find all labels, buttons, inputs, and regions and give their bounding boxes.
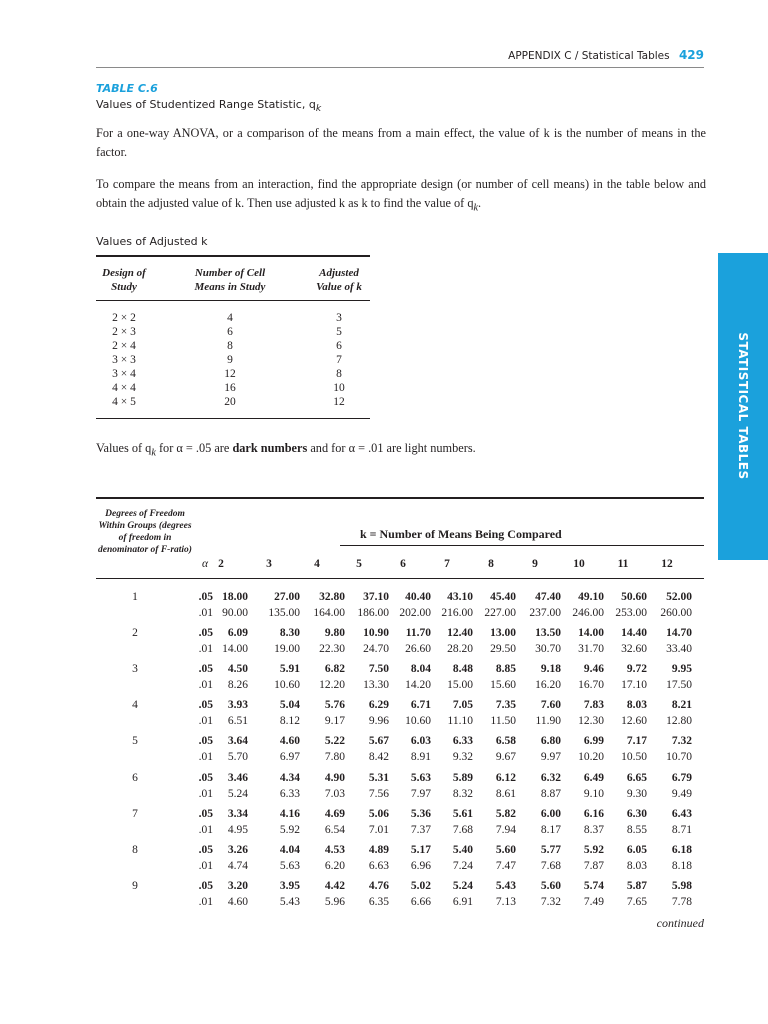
q-value-01: 8.91 [410,751,431,764]
q-value-05: 4.90 [324,771,345,784]
q-value-01: 29.50 [490,643,516,656]
adjusted-table-bottom-rule [96,418,370,419]
alpha-level: .05 [198,771,213,784]
q-value-05: 52.00 [666,591,692,603]
q-value-05: 4.50 [227,663,248,676]
q-value-01: 14.00 [222,643,248,656]
q-value-01: 30.70 [535,643,561,656]
k-value-header: 7 [444,558,450,570]
alpha-note-mid: for α = .05 are [155,441,233,455]
q-value-01: 7.65 [626,895,647,908]
q-value-05: 6.71 [410,699,431,712]
adjusted-cell-design: 2 × 4 [112,340,136,352]
df-column-header: Degrees of Freedom Within Groups (degrees of freedom in denominator of F-ratio) [98,509,192,555]
q-value-01: 7.13 [495,895,516,908]
q-value-05: 3.46 [227,771,248,784]
q-value-05: 7.35 [495,699,516,712]
q-value-01: 9.17 [324,715,345,728]
adjusted-cell-cell-means: 8 [227,340,233,352]
q-value-05: 8.03 [626,699,647,712]
q-value-01: 10.70 [666,751,692,764]
adjusted-cell-design: 3 × 4 [112,368,136,380]
q-value-05: 3.26 [227,843,248,856]
q-value-01: 7.32 [540,895,561,908]
q-value-01: 10.20 [578,751,604,764]
q-value-05: 6.12 [495,771,516,784]
q-value-05: 4.04 [279,843,300,856]
alpha-level: .01 [198,607,213,619]
alpha-level: .01 [198,751,213,764]
adjusted-cell-cell-means: 6 [227,326,233,338]
alpha-level: .05 [198,843,213,856]
q-value-05: 4.76 [368,879,389,892]
adjusted-cell-cell-means: 16 [224,382,236,394]
adjusted-cell-cell-means: 20 [224,396,236,408]
table-label: TABLE C.6 [96,82,158,95]
q-value-01: 6.35 [368,895,389,908]
adjusted-cell-design: 4 × 5 [112,396,136,408]
q-value-05: 7.60 [540,699,561,712]
alpha-column-header: α [201,558,208,570]
q-value-05: 8.21 [671,699,692,712]
q-value-01: 7.03 [324,787,345,800]
q-value-01: 6.33 [279,787,300,800]
df-value: 4 [132,699,138,712]
q-value-01: 186.00 [357,607,389,619]
q-value-05: 6.79 [671,771,692,784]
q-value-01: 260.00 [660,607,692,619]
q-value-01: 11.90 [535,715,561,728]
q-value-05: 9.18 [540,663,561,676]
q-value-01: 31.70 [578,643,604,656]
q-value-05: 8.48 [452,663,473,676]
alpha-level: .05 [198,807,213,820]
q-value-01: 253.00 [615,607,647,619]
q-value-01: 8.18 [671,859,692,872]
q-value-05: 12.40 [447,627,473,640]
q-value-01: 14.20 [405,679,431,692]
q-value-05: 14.40 [621,627,647,640]
q-value-01: 24.70 [363,643,389,656]
q-value-05: 5.91 [279,663,300,676]
q-value-05: 6.05 [626,843,647,856]
q-value-01: 227.00 [484,607,516,619]
q-value-01: 90.00 [222,607,248,619]
alpha-note-pre: Values of q [96,441,152,455]
q-value-01: 8.03 [626,859,647,872]
q-value-01: 6.66 [410,895,431,908]
q-value-01: 216.00 [441,607,473,619]
alpha-level: .01 [198,859,213,872]
df-value: 3 [132,663,138,676]
k-column-header: k = Number of Means Being Compared [360,527,562,541]
alpha-level: .05 [198,663,213,676]
df-value: 9 [132,879,138,892]
q-value-05: 7.50 [368,663,389,676]
q-value-05: 50.60 [621,591,647,603]
q-value-05: 5.87 [626,879,647,892]
q-value-05: 6.18 [671,843,692,856]
q-value-05: 6.09 [227,627,248,640]
q-value-05: 5.77 [540,843,561,856]
q-value-05: 10.90 [363,627,389,640]
q-value-05: 7.32 [671,735,692,748]
table-title [96,98,321,114]
q-value-01: 9.96 [368,715,389,728]
q-value-05: 7.05 [452,699,473,712]
q-value-01: 9.67 [495,751,516,764]
k-value-header: 4 [314,558,320,570]
q-value-05: 37.10 [363,591,389,603]
k-value-header: 9 [532,558,538,570]
q-value-05: 5.31 [368,771,389,784]
adjusted-cell-design: 2 × 2 [112,312,136,324]
q-value-05: 3.20 [227,879,248,892]
q-value-05: 5.06 [368,807,389,820]
q-value-01: 8.55 [626,823,647,836]
q-value-05: 4.89 [368,843,389,856]
q-value-05: 4.34 [279,771,300,784]
q-value-01: 7.01 [368,823,389,836]
q-value-01: 28.20 [447,643,473,656]
q-value-01: 13.30 [363,679,389,692]
q-value-05: 4.42 [324,879,345,892]
k-header-rule [340,545,704,546]
q-value-01: 12.80 [666,715,692,728]
q-value-01: 9.32 [452,751,473,764]
q-value-01: 11.50 [490,715,516,728]
q-value-05: 32.80 [319,591,345,603]
q-value-05: 5.17 [410,843,431,856]
q-value-05: 7.17 [626,735,647,748]
q-value-01: 8.26 [227,679,248,692]
alpha-note [96,441,476,458]
adjusted-cell-design: 2 × 3 [112,326,136,338]
q-value-05: 13.00 [490,627,516,640]
adjusted-table-title: Values of Adjusted k [96,235,208,248]
q-value-05: 5.40 [452,843,473,856]
q-value-05: 6.43 [671,807,692,820]
df-value: 5 [132,735,138,748]
q-value-01: 6.63 [368,859,389,872]
alpha-level: .01 [198,643,213,656]
q-value-05: 4.69 [324,807,345,820]
main-table-top-rule [96,497,704,499]
q-value-05: 5.61 [452,807,473,820]
q-value-01: 4.95 [227,823,248,836]
adjusted-cell-adjusted-k: 8 [336,368,342,380]
q-value-01: 26.60 [405,643,431,656]
q-value-01: 4.60 [227,895,248,908]
df-value: 7 [132,807,138,820]
q-value-05: 6.16 [583,807,604,820]
q-value-01: 17.50 [666,679,692,692]
df-value: 6 [132,771,138,784]
q-value-05: 14.70 [666,627,692,640]
q-value-01: 5.43 [279,895,300,908]
q-value-05: 5.04 [279,699,300,712]
adjusted-cell-design: 4 × 4 [112,382,136,394]
q-value-05: 9.46 [583,663,604,676]
q-value-01: 6.96 [410,859,431,872]
q-value-05: 5.98 [671,879,692,892]
q-value-01: 7.56 [368,787,389,800]
q-value-01: 164.00 [313,607,345,619]
q-value-05: 4.16 [279,807,300,820]
q-value-01: 22.30 [319,643,345,656]
alpha-level: .05 [198,735,213,748]
q-value-05: 5.67 [368,735,389,748]
q-value-05: 6.80 [540,735,561,748]
alpha-level: .01 [198,823,213,836]
q-value-05: 6.49 [583,771,604,784]
k-value-header: 3 [266,558,272,570]
q-value-05: 5.24 [452,879,473,892]
q-value-01: 8.42 [368,751,389,764]
running-title: APPENDIX C / Statistical Tables [508,50,670,62]
q-value-05: 6.30 [626,807,647,820]
alpha-level: .05 [198,699,213,712]
q-value-05: 6.82 [324,663,345,676]
q-value-01: 5.92 [279,823,300,836]
q-value-01: 6.97 [279,751,300,764]
q-value-05: 9.95 [671,663,692,676]
q-value-05: 49.10 [578,591,604,603]
q-value-01: 8.61 [495,787,516,800]
q-value-01: 9.30 [626,787,647,800]
q-value-01: 12.20 [319,679,345,692]
q-value-01: 16.20 [535,679,561,692]
q-value-01: 32.60 [621,643,647,656]
adjusted-header-adjusted-k: Adjusted Value of k [316,267,362,293]
q-value-01: 7.24 [452,859,473,872]
adjusted-header-cell-means: Number of Cell Means in Study [194,267,266,293]
intro-paragraph-2 [96,175,706,217]
q-value-05: 5.63 [410,771,431,784]
q-value-01: 7.68 [452,823,473,836]
q-value-01: 12.60 [621,715,647,728]
continued-note: continued [656,916,704,930]
q-value-05: 8.85 [495,663,516,676]
adjusted-cell-adjusted-k: 6 [336,340,342,352]
table-title-subscript: k [315,103,322,115]
q-value-01: 7.78 [671,895,692,908]
q-value-05: 5.36 [410,807,431,820]
q-value-01: 7.94 [495,823,516,836]
q-value-01: 33.40 [666,643,692,656]
q-value-01: 11.10 [447,715,473,728]
alpha-level: .01 [198,715,213,728]
q-value-01: 15.00 [447,679,473,692]
adjusted-cell-cell-means: 9 [227,354,233,366]
q-value-01: 19.00 [274,643,300,656]
q-value-01: 7.49 [583,895,604,908]
q-value-05: 11.70 [405,627,431,640]
alpha-level: .01 [198,787,213,800]
side-section-tab [718,253,768,560]
q-value-01: 135.00 [268,607,300,619]
page-number: 429 [678,48,704,62]
q-value-05: 5.22 [324,735,345,748]
q-value-05: 6.58 [495,735,516,748]
q-value-01: 6.51 [227,715,248,728]
intro-paragraph-2-subscript: k [473,202,479,214]
q-value-01: 15.60 [490,679,516,692]
alpha-level: .01 [198,895,213,908]
adjusted-cell-adjusted-k: 5 [336,326,342,338]
adjusted-table-top-rule [96,255,370,257]
q-value-05: 18.00 [222,591,248,603]
q-value-01: 5.70 [227,751,248,764]
q-value-01: 6.54 [324,823,345,836]
q-value-05: 6.03 [410,735,431,748]
q-value-05: 5.76 [324,699,345,712]
q-value-01: 8.71 [671,823,692,836]
q-value-05: 5.60 [540,879,561,892]
q-value-01: 237.00 [529,607,561,619]
q-value-05: 13.50 [535,627,561,640]
adjusted-cell-design: 3 × 3 [112,354,136,366]
q-value-01: 5.63 [279,859,300,872]
q-value-05: 6.33 [452,735,473,748]
q-value-01: 10.50 [621,751,647,764]
q-value-05: 27.00 [274,591,300,603]
adjusted-cell-adjusted-k: 7 [336,354,342,366]
running-header [508,48,704,62]
alpha-note-subscript: k [151,447,156,459]
q-value-01: 6.20 [324,859,345,872]
k-value-header: 12 [661,558,673,570]
q-value-01: 16.70 [578,679,604,692]
q-value-01: 246.00 [572,607,604,619]
q-value-01: 10.60 [405,715,431,728]
q-value-01: 9.49 [671,787,692,800]
side-tab-label: STATISTICAL TABLES [736,332,750,480]
q-value-05: 47.40 [535,591,561,603]
q-value-05: 5.82 [495,807,516,820]
q-value-01: 9.97 [540,751,561,764]
q-value-01: 8.17 [540,823,561,836]
q-value-01: 7.37 [410,823,431,836]
adjusted-cell-cell-means: 4 [227,312,233,324]
k-value-header: 5 [356,558,362,570]
q-value-01: 8.87 [540,787,561,800]
q-value-05: 7.83 [583,699,604,712]
q-value-01: 12.30 [578,715,604,728]
alpha-level: .01 [198,679,213,692]
q-value-01: 4.74 [227,859,248,872]
q-value-01: 8.32 [452,787,473,800]
alpha-note-post: and for α = .01 are light numbers. [307,441,476,455]
q-value-05: 40.40 [405,591,431,603]
q-value-01: 10.60 [274,679,300,692]
q-value-05: 9.72 [626,663,647,676]
q-value-05: 5.02 [410,879,431,892]
k-value-header: 10 [573,558,585,570]
q-value-05: 9.80 [324,627,345,640]
q-value-01: 7.87 [583,859,604,872]
q-value-05: 3.34 [227,807,248,820]
q-value-05: 6.32 [540,771,561,784]
intro-paragraph-1: For a one-way ANOVA, or a comparison of the means from a main effect, the value of k is the number of means in the factor. [96,126,706,159]
q-value-05: 5.89 [452,771,473,784]
q-value-01: 7.68 [540,859,561,872]
q-value-05: 5.60 [495,843,516,856]
q-value-01: 6.91 [452,895,473,908]
adjusted-cell-adjusted-k: 10 [333,382,345,394]
q-value-01: 5.24 [227,787,248,800]
adjusted-cell-adjusted-k: 3 [336,312,342,324]
q-value-01: 8.12 [279,715,300,728]
q-value-01: 8.37 [583,823,604,836]
adjusted-cell-cell-means: 12 [224,368,236,380]
q-value-05: 8.30 [279,627,300,640]
adjusted-table-header-rule [96,300,370,301]
q-value-05: 6.65 [626,771,647,784]
q-value-05: 3.64 [227,735,248,748]
q-value-01: 9.10 [583,787,604,800]
q-value-05: 6.29 [368,699,389,712]
q-value-01: 7.47 [495,859,516,872]
df-value: 1 [132,591,138,603]
q-value-01: 7.97 [410,787,431,800]
q-value-05: 8.04 [410,663,431,676]
q-value-05: 4.53 [324,843,345,856]
q-value-05: 5.74 [583,879,604,892]
q-value-01: 17.10 [621,679,647,692]
q-value-01: 5.96 [324,895,345,908]
table-title-text: Values of Studentized Range Statistic, q [96,98,316,111]
q-value-05: 5.92 [583,843,604,856]
q-value-01: 7.80 [324,751,345,764]
q-value-05: 6.99 [583,735,604,748]
k-value-header: 2 [218,558,224,570]
alpha-level: .05 [198,591,213,603]
q-value-05: 5.43 [495,879,516,892]
df-value: 8 [132,843,138,856]
alpha-level: .05 [198,627,213,640]
header-divider [96,67,704,68]
main-table-header-rule [96,578,704,579]
df-value: 2 [132,627,138,640]
q-value-05: 43.10 [447,591,473,603]
q-value-05: 3.93 [227,699,248,712]
intro-paragraph-2-text: To compare the means from an interaction, find the appropriate design (or number of cell means) in the table below and obtain the adjusted value of k. Then use adjusted k as k to find the value of q [96,177,706,210]
q-value-05: 3.95 [279,879,300,892]
k-value-header: 8 [488,558,494,570]
k-value-header: 11 [617,558,629,570]
q-value-05: 4.60 [279,735,300,748]
alpha-level: .05 [198,879,213,892]
q-value-05: 45.40 [490,591,516,603]
q-value-05: 6.00 [540,807,561,820]
k-value-header: 6 [400,558,406,570]
q-value-01: 202.00 [399,607,431,619]
q-value-05: 14.00 [578,627,604,640]
adjusted-cell-adjusted-k: 12 [333,396,345,408]
intro-paragraph-2-end: . [478,196,482,210]
alpha-note-dark: dark numbers [232,441,308,455]
adjusted-header-design: Design of Study [102,267,146,293]
